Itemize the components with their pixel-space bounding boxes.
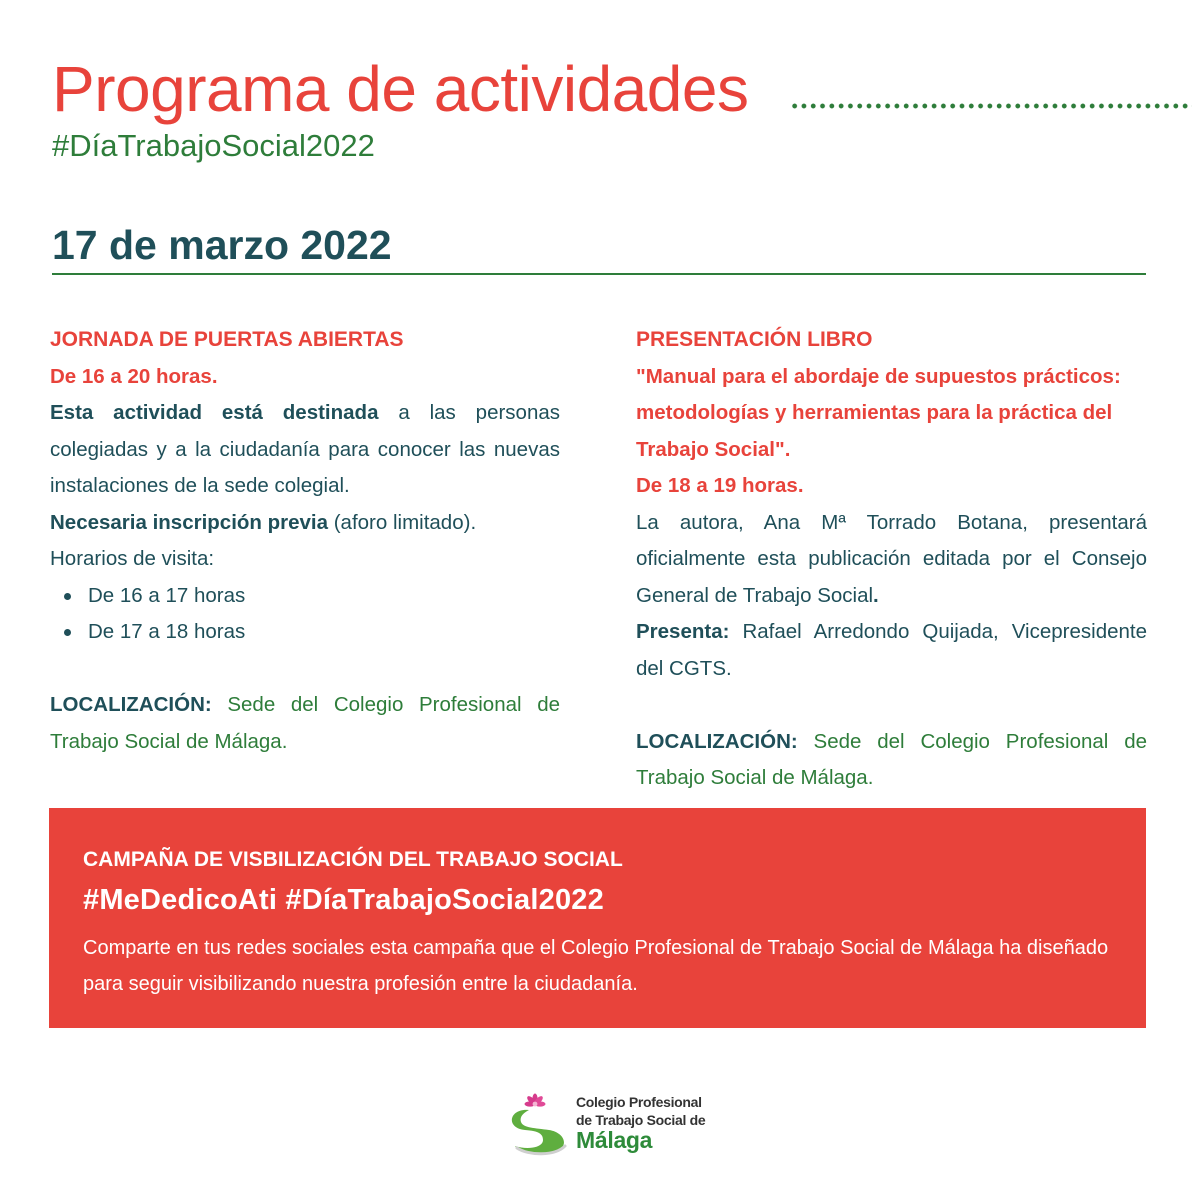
open-house-heading: JORNADA DE PUERTAS ABIERTAS xyxy=(50,328,404,351)
book-description xyxy=(636,505,1147,615)
location-label: LOCALIZACIÓN: xyxy=(636,729,798,753)
inscription-emphasis: Necesaria inscripción previa xyxy=(50,510,329,534)
bullet-icon xyxy=(64,629,71,636)
visit-slot-item xyxy=(50,614,560,651)
logo-line-1: Colegio Profesional xyxy=(576,1094,702,1110)
title-row xyxy=(52,52,1152,136)
date-divider xyxy=(52,273,1146,275)
header-hashtag: #DíaTrabajoSocial2022 xyxy=(52,128,375,163)
description-emphasis: Esta actividad está destinada xyxy=(50,401,379,424)
college-logo xyxy=(503,1090,723,1162)
visits-label: Horarios de visita: xyxy=(50,547,215,570)
presenter-label: Presenta: xyxy=(636,620,730,643)
logo-line-3: Málaga xyxy=(576,1127,653,1153)
spacer xyxy=(50,651,560,688)
title-dotted-leader xyxy=(790,102,1192,110)
book-heading: PRESENTACIÓN LIBRO xyxy=(636,328,873,351)
inscription-text: (aforo limitado). xyxy=(328,510,477,534)
campaign-text: Comparte en tus redes sociales esta campaña que el Colegio Profesional de Trabajo Social de Málaga ha diseñado para seguir visibilizando nuestra profesión entre la ciudadanía. xyxy=(83,937,1109,995)
book-description-end: . xyxy=(873,583,879,607)
location-text: Sede del Colegio Profesional de Trabajo Social de Málaga. xyxy=(50,693,560,753)
spacer xyxy=(636,687,1147,724)
open-house-section xyxy=(50,322,560,760)
visit-slot-text: De 17 a 18 horas xyxy=(88,620,246,643)
description-text: a las personas colegiadas y a la ciudadanía para conocer las nuevas instalaciones de la sede colegial. xyxy=(50,401,561,497)
book-description-text: La autora, Ana Mª Torrado Botana, presentará oficialmente esta publicación editada por el Consejo General de Trabajo Social xyxy=(636,510,1147,607)
location-text: Sede del Colegio Profesional de Trabajo Social de Málaga. xyxy=(636,729,1147,789)
logo-line-2: de Trabajo Social de xyxy=(576,1112,706,1128)
page-title: Programa de actividades xyxy=(52,53,749,125)
campaign-title: CAMPAÑA DE VISBILIZACIÓN DEL TRABAJO SOCIAL xyxy=(83,848,623,871)
inscription-note xyxy=(50,505,560,542)
event-date: 17 de marzo 2022 xyxy=(52,222,392,268)
open-house-location xyxy=(50,687,560,760)
presenter-text: Rafael Arredondo Quijada, Vicepresidente del CGTS. xyxy=(636,620,1147,680)
campaign-hashtags: #MeDedicoAti #DíaTrabajoSocial2022 xyxy=(83,884,604,916)
campaign-banner xyxy=(49,808,1146,1028)
bullet-icon xyxy=(64,593,71,600)
book-location xyxy=(636,724,1147,797)
visit-slot-text: De 16 a 17 horas xyxy=(88,583,246,607)
open-house-description xyxy=(50,395,560,505)
book-time: De 18 a 19 horas. xyxy=(636,474,804,497)
flower-swirl-logo-icon xyxy=(503,1090,575,1162)
book-presenter xyxy=(636,614,1147,687)
book-title: "Manual para el abordaje de supuestos prácticos: metodologías y herramientas para la práctica del Trabajo Social". xyxy=(636,364,1121,461)
visit-slot-item xyxy=(50,578,560,615)
book-presentation-section xyxy=(636,322,1147,797)
open-house-time: De 16 a 20 horas. xyxy=(50,364,218,388)
location-label: LOCALIZACIÓN: xyxy=(50,693,212,716)
